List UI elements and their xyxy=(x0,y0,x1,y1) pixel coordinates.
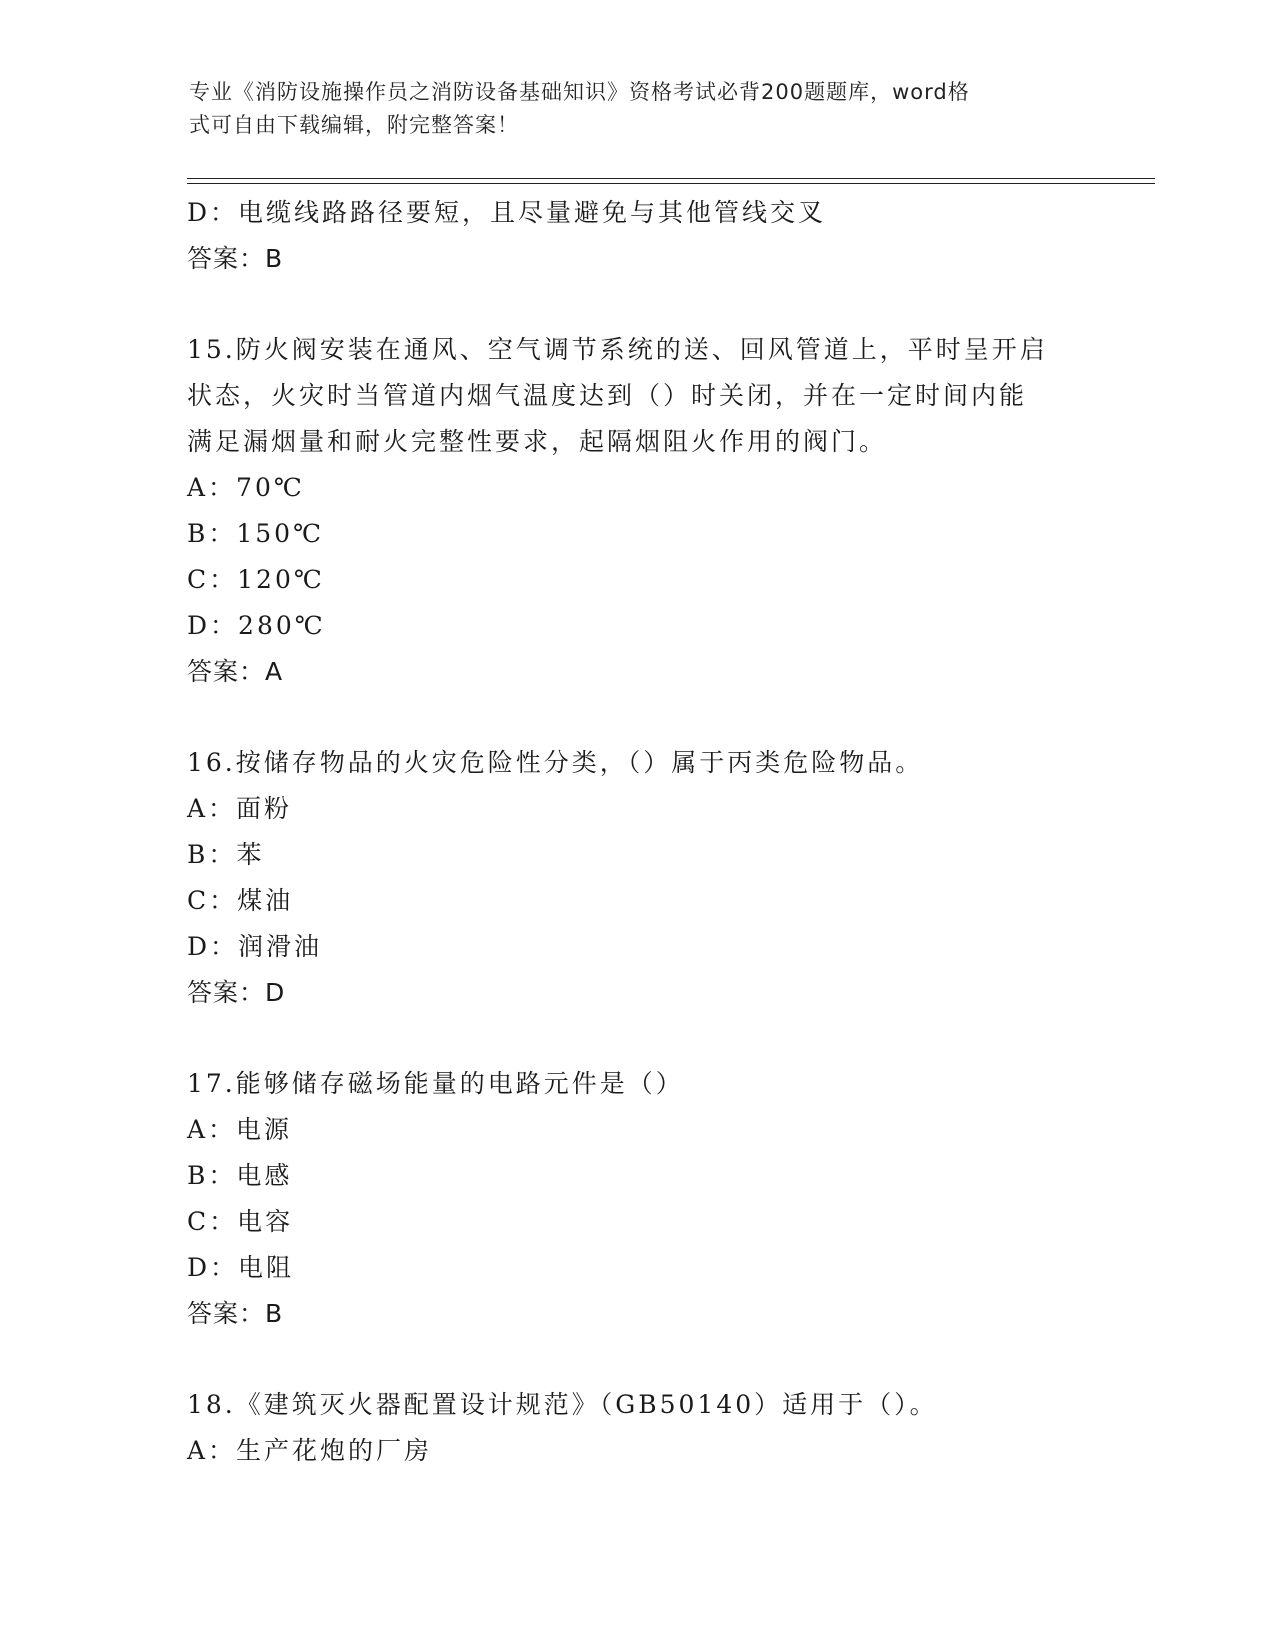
question-15 xyxy=(187,327,1087,695)
question-15-option-d: D：280℃ xyxy=(187,611,326,640)
question-15-line-3: 满足漏烟量和耐火完整性要求，起隔烟阻火作用的阀门。 xyxy=(187,427,888,456)
question-15-line-2: 状态，火灾时当管道内烟气温度达到（）时关闭，并在一定时间内能 xyxy=(187,381,1028,410)
question-16-option-a: A：面粉 xyxy=(187,794,293,823)
question-17-answer: 答案：B xyxy=(187,1299,284,1328)
header-divider-bottom xyxy=(187,183,1155,184)
option-d-continued: D：电缆线路路径要短，且尽量避免与其他管线交叉 xyxy=(187,198,827,227)
question-18 xyxy=(187,1382,1087,1474)
question-17-option-c: C：电容 xyxy=(187,1207,294,1236)
answer-continued: 答案：B xyxy=(187,244,284,273)
question-17-line-1: 17.能够储存磁场能量的电路元件是（） xyxy=(187,1069,684,1098)
header-line-2: 式可自由下载编辑，附完整答案！ xyxy=(189,113,519,137)
question-15-option-b: B：150℃ xyxy=(187,519,325,548)
question-15-option-a: A：70℃ xyxy=(187,473,305,502)
question-16-line-1: 16.按储存物品的火灾危险性分类，（）属于丙类危险物品。 xyxy=(187,748,924,777)
question-16-answer: 答案：D xyxy=(187,978,286,1007)
question-17-option-d: D：电阻 xyxy=(187,1253,295,1282)
header-divider-top xyxy=(187,178,1155,179)
header-line-1: 专业《消防设施操作员之消防设备基础知识》资格考试必背200题题库，word格 xyxy=(189,80,970,104)
question-18-option-a: A：生产花炮的厂房 xyxy=(187,1436,433,1465)
question-17 xyxy=(187,1061,1087,1337)
question-list xyxy=(187,190,1087,1474)
question-16-option-b: B：苯 xyxy=(187,840,265,869)
question-15-line-1: 15.防火阀安装在通风、空气调节系统的送、回风管道上，平时呈开启 xyxy=(187,335,1048,364)
question-15-answer: 答案：A xyxy=(187,657,284,686)
question-16-option-c: C：煤油 xyxy=(187,886,294,915)
question-17-option-a: A：电源 xyxy=(187,1115,293,1144)
question-15-option-c: C：120℃ xyxy=(187,565,325,594)
question-16-option-d: D：润滑油 xyxy=(187,932,323,961)
document-header xyxy=(189,76,1069,142)
question-17-option-b: B：电感 xyxy=(187,1161,293,1190)
question-18-line-1: 18.《建筑灭火器配置设计规范》（GB50140）适用于（）。 xyxy=(187,1390,938,1419)
question-16 xyxy=(187,740,1087,1016)
